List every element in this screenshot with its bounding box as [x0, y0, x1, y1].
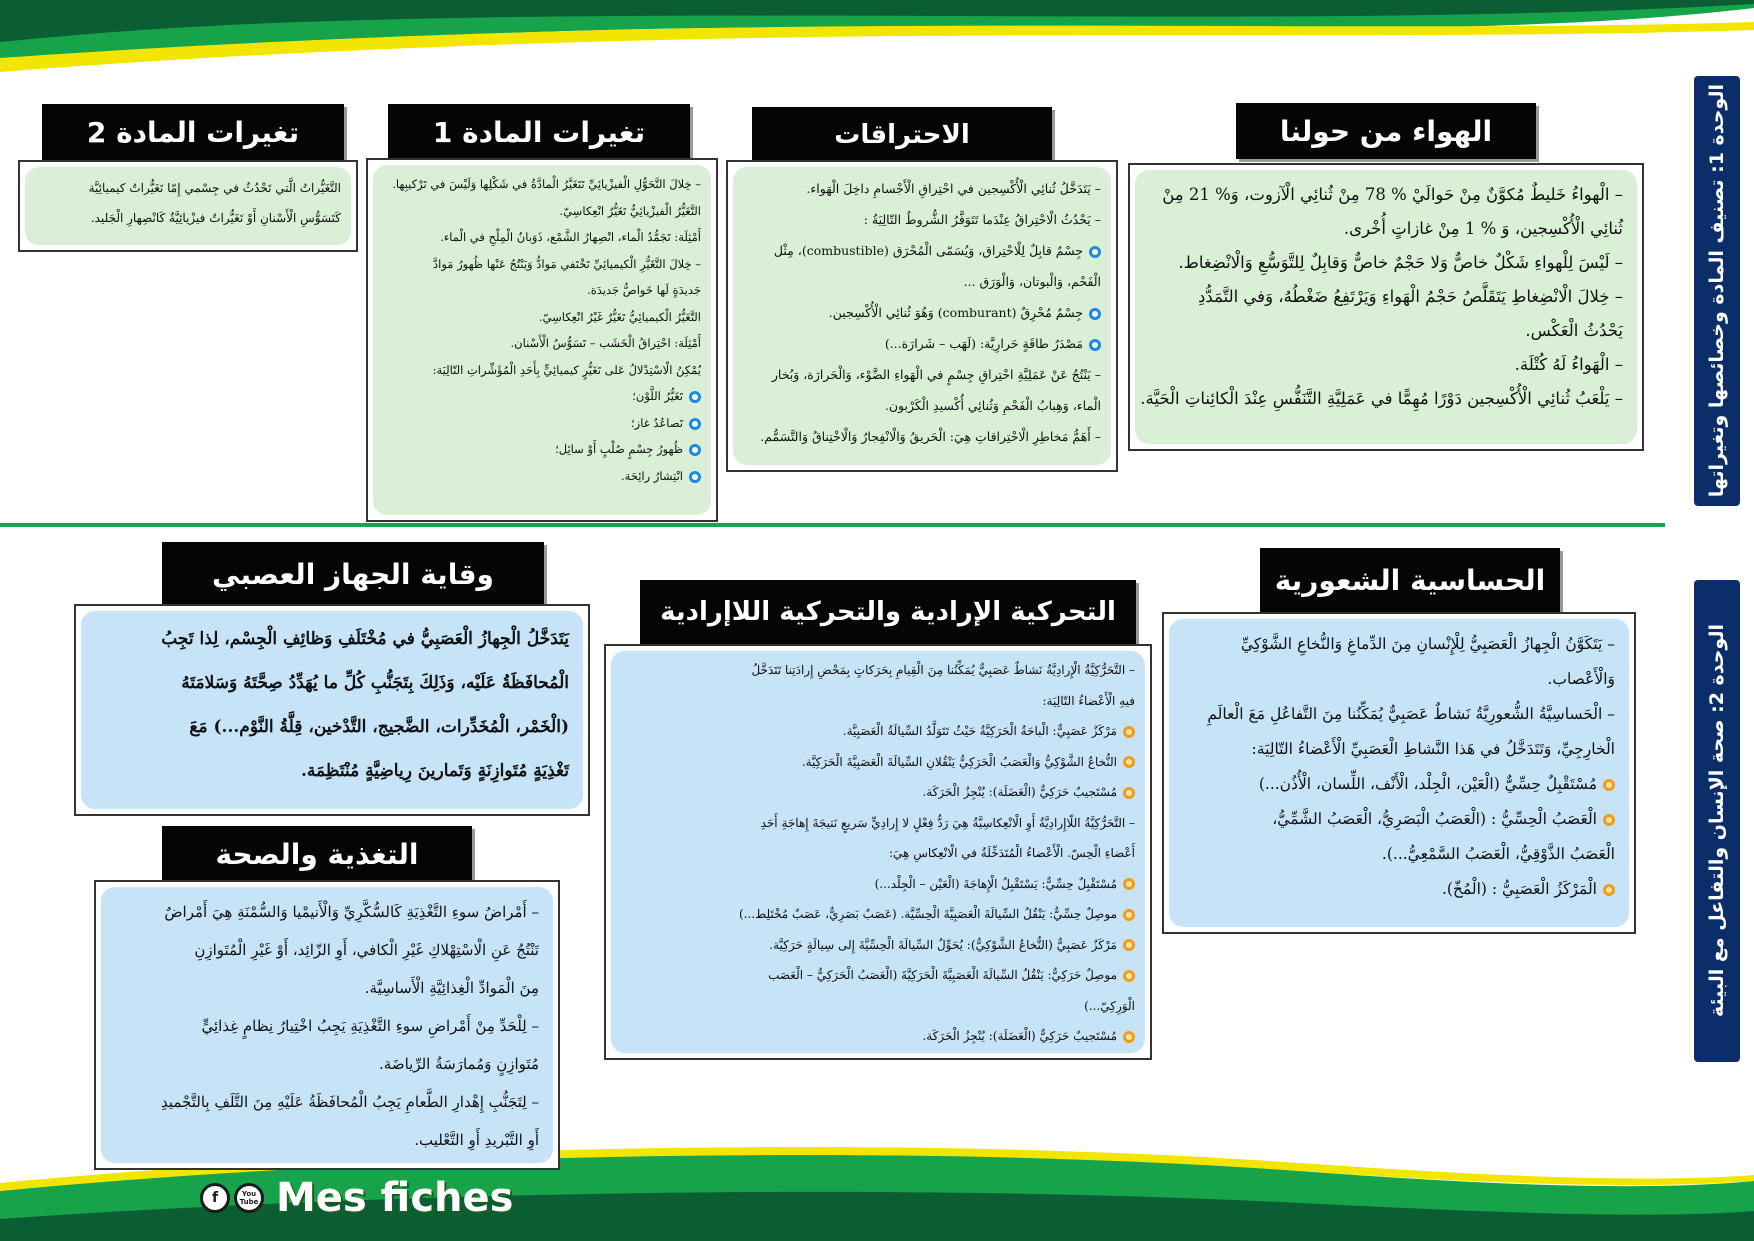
- sensory-card-body: [1169, 619, 1629, 927]
- blue-bullet-icon: [689, 444, 701, 456]
- sensory-title: الحساسية الشعورية: [1260, 548, 1560, 612]
- sensory-card: [1162, 612, 1636, 934]
- nervous-line: يَتَدَخَّلُ الْجِهازُ الْعَصَبِيُّ في مُخْتَلَفِ وَظائِفِ الْجِسْم، لِذا تَجِبُ: [161, 629, 569, 649]
- sensory-line: الْعَصَبُ الْحِسِّيُّ : (الْعَصَبُ الْبَصَرِيُّ، الْعَصَبُ الشَّمِّيُّ،: [1183, 802, 1615, 837]
- combustion-line: جِسْمٌ مُحْرِقٌ (comburant) وَهُوَ ثُنائِي الْأُكْسِجين.: [743, 297, 1101, 328]
- blue-bullet-icon: [689, 471, 701, 483]
- motor-line: مَرْكَزٌ عَصَبِيٌّ (النُّخاعُ الشَّوْكِيُّ): يُحَوِّلُ السِّيالَةَ الْحِسِّيَّةَ إِلى سِيالَةٍ حَرَكِيَّة.: [621, 930, 1135, 961]
- facebook-icon[interactable]: f: [200, 1183, 230, 1213]
- changes1-line: – خِلالَ التَّحَوُّلِ الْفيزْيائِيِّ تَتَغَيَّرُ الْمادَّةُ في شَكْلِها وَلَيْسَ في تَرْكيبِها.: [392, 177, 701, 191]
- motor-line: الْوَرِكِيّ...): [1084, 998, 1135, 1013]
- motor-line: أَعْضاءِ الْحِسّ. الْأَعْضاءُ الْمُتَدَخِّلَةُ في الْانْعِكاسِ هِيَ:: [889, 846, 1135, 860]
- changes1-line: – خِلالَ التَّغَيُّرِ الْكيميائِيِّ تَخْتَفي مَوادُّ وَيَنْتُجُ عَنْها ظُهورُ مَوادَّ: [433, 256, 701, 271]
- combustion-line: مَصْدَرُ طاقَةٍ حَرارِيَّة: (لَهَب – شَرارَة...): [743, 328, 1101, 359]
- changes1-line: جَديدَةٍ لَها خَواصُّ جَديدَة.: [587, 283, 701, 297]
- nutrition-line: – لِتَجَنُّبِ إِهْدارِ الطَّعامِ يَجِبُ الْمُحافَظَةُ عَلَيْهِ مِنَ التَّلَفِ بِالتَّجْميدِ: [160, 1093, 539, 1111]
- sensory-line: الْخارِجِيِّ، وَتَتَدَخَّلُ في هَذا النَّشاطِ الْعَصَبِيِّ الْأَعْضاءُ التّالِيَة:: [1251, 740, 1615, 758]
- sensory-line: الْمَرْكَزُ الْعَصَبِيُّ : (الْمُخّ).: [1183, 872, 1615, 907]
- sensory-line: – الْحَساسِيَّةُ الشُّعورِيَّةُ نَشاطٌ عَصَبِيٌّ يُمَكِّنُنا مِنَ التَّفاعُلِ مَعَ الْعالَمِ: [1207, 705, 1615, 723]
- motor-line: مَرْكَزٌ عَصَبِيٌّ: الْباحَةُ الْحَرَكِيَّةُ حَيْثُ تَتَوَلَّدُ السِّيالَةُ الْعَصَبِيَّة.: [621, 716, 1135, 747]
- footer-logo: [200, 1175, 513, 1221]
- combustion-line: – يَحْدُثُ الْاحْتِراقُ عِنْدَما تَتَوَفَّرُ الشُّروطُ التّالِيَةُ :: [863, 212, 1101, 227]
- orange-bullet-icon: [1123, 970, 1135, 982]
- changes1-line: انْتِشارُ رائِحَة.: [383, 463, 701, 490]
- motor-card-body: [611, 651, 1145, 1053]
- changes1-line: تَصاعُدُ غاز؛: [383, 410, 701, 437]
- changes2-title: تغيرات المادة 2: [42, 104, 344, 160]
- motor-line: موصِلٌ حِسِّيٌّ: يَنْقُلُ السِّيالَةَ الْعَصَبِيَّةَ الْحِسِّيَّة. (عَصَبٌ بَصَرِيٌّ، عَصَبٌ مُخْتَلِط...): [621, 899, 1135, 930]
- nervous-title: وقاية الجهاز العصبي: [162, 542, 544, 606]
- nutrition-line: – لِلْحَدِّ مِنْ أَمْراضِ سوءِ التَّغْذِيَةِ يَجِبُ اخْتِيارُ نِظامٍ غِذائِيٍّ: [201, 1017, 539, 1035]
- sensory-line: وَالْأَعْصاب.: [1547, 670, 1615, 688]
- changes2-card-body: [25, 167, 351, 245]
- combustion-line: – يَتَدَخَّلُ ثُنائِي الْأُكْسِجين في احْتِراقِ الْأَجْسامِ داخِلَ الْهَواء.: [806, 181, 1101, 196]
- changes2-card: [18, 160, 358, 252]
- motor-line: – التَّحَرُّكِيَّةُ الْإِرادِيَّةُ نَشاطٌ عَصَبِيٌّ يُمَكِّنُنا مِنَ الْقِيامِ بِحَرَكاتٍ بِمَحْضِ إِرادَتِنا تَتَدَخَّلُ: [751, 663, 1135, 677]
- sensory-line: – يَتَكَوَّنُ الْجِهازُ الْعَصَبِيُّ لِلْإِنْسانِ مِنَ الدِّماغِ وَالنُّخاعِ الشَّوْكِيِّ: [1240, 635, 1615, 653]
- orange-bullet-icon: [1123, 787, 1135, 799]
- air-line: – لَيْسَ لِلْهواءِ شَكْلٌ خاصٌّ وَلا حَجْمٌ خاصٌّ وَقابِلٌ لِلتَّوَسُّعِ وَالْانْضِغاط.: [1178, 253, 1623, 272]
- orange-bullet-icon: [1123, 939, 1135, 951]
- changes1-line: ظُهورُ جِسْمٍ صُلْبٍ أَوْ سائِل؛: [383, 436, 701, 463]
- sensory-line: مُسْتَقْبِلٌ حِسِّيٌّ (الْعَيْن، الْجِلْد، الْأَنْف، اللِّسان، الْأُذُن...): [1183, 767, 1615, 802]
- nutrition-line: مُتَوازِنٍ وَمُمارَسَةُ الرِّياضَة.: [379, 1055, 539, 1073]
- combustion-line: الْماء، وَهِبابُ الْفَحْمِ وَثُنائِي أُكْسيدِ الْكَرْبون.: [884, 398, 1101, 413]
- air-card: [1128, 163, 1644, 451]
- motor-line: النُّخاعُ الشَّوْكِيُّ وَالْعَصَبُ الْحَرَكِيُّ يَنْقُلانِ السِّيالَةَ الْعَصَبِيَّةَ الْحَرَكِيَّة.: [621, 747, 1135, 778]
- unit1-side-band: [1694, 76, 1740, 506]
- combustion-card: [726, 160, 1118, 472]
- air-line: يَحْدُثُ الْعَكْس.: [1525, 321, 1623, 340]
- air-line: – خِلالَ الْانْضِغاطِ يَتَقَلَّصُ حَجْمُ الْهَواءِ وَيَرْتَفِعُ ضَغْطُهُ، وَفي التَّمَدُّدِ: [1198, 287, 1623, 306]
- combustion-line: – أَهَمُّ مَخاطِرِ الْاحْتِراقاتِ هِيَ: الْحَريقُ وَالْانْفِجارُ وَالْاخْتِناقُ وَالتَّسَمُّم.: [760, 429, 1101, 444]
- motor-title: التحركية الإرادية والتحركية اللاإرادية: [640, 580, 1136, 644]
- combustion-line: جِسْمٌ قابِلٌ لِلْاحْتِراق، وَيُسَمّى الْمُحْرَق (combustible)، مِثْل: [743, 235, 1101, 266]
- nutrition-line: تَنْتُجُ عَنِ الْاسْتِهْلاكِ غَيْرِ الْكافي، أَوِ الزّائِد، أَوْ غَيْرِ الْمُتَوازِنِ: [194, 941, 539, 959]
- air-title: الهواء من حولنا: [1236, 103, 1536, 159]
- orange-bullet-icon: [1603, 814, 1615, 826]
- combustion-line: الْفَحْم، وَالْبوتان، وَالْوَرَق ...: [963, 274, 1101, 289]
- blue-bullet-icon: [1089, 246, 1101, 258]
- motor-line: موصِلٌ حَرَكِيٌّ: يَنْقُلُ السِّيالَةَ الْعَصَبِيَّةَ الْحَرَكِيَّةَ (الْعَصَبُ الْحَرَكِيُّ – الْعَصَب: [621, 960, 1135, 991]
- motor-line: مُسْتَقْبِلٌ حِسِّيٌّ: يَسْتَقْبِلُ الْإِهاجَةَ (الْعَيْن – الْجِلْد...): [621, 869, 1135, 900]
- nervous-line: تَغْذِيَةٍ مُتَوازِنَةٍ وَتَمارينَ رِياضِيَّةٍ مُنْتَظِمَة.: [301, 761, 569, 781]
- brand-name: Mes fiches: [276, 1175, 514, 1221]
- nutrition-line: أَوِ التَّبْريدِ أَوِ التَّعْليب.: [414, 1131, 539, 1149]
- unit2-side-band: [1694, 580, 1740, 1062]
- orange-bullet-icon: [1123, 1031, 1135, 1043]
- blue-bullet-icon: [1089, 308, 1101, 320]
- nervous-card-body: [81, 611, 583, 809]
- unit2-label: الوحدة 2: صحة الإنسان والتفاعل مع البيئة: [1706, 624, 1728, 1018]
- nutrition-line: – أَمْراضُ سوءِ التَّغْذِيَةِ كَالسُّكَّرِيِّ وَالْأَنيمْيا وَالسُّمْنَةِ هِيَ أَمْراضٌ: [164, 903, 539, 921]
- nervous-line: (الْخَمْر، الْمُخَدِّرات، الضَّجيج، التَّدْخين، قِلَّةُ النَّوْم...) مَعَ: [189, 717, 569, 737]
- nutrition-card-body: [101, 887, 553, 1163]
- motor-card: [604, 644, 1152, 1060]
- air-line: – الْهواءُ خَليطٌ مُكوَّنٌ مِنْ حَوالَيْ % 78 مِنْ ثُنائِي الْآزوت، وَ% 21 مِنْ: [1162, 185, 1623, 204]
- nutrition-line: مِنَ الْمَوادِّ الْغِذائِيَّةِ الْأَساسِيَّة.: [364, 979, 539, 997]
- changes1-line: أَمْثِلَة: احْتِراقُ الْخَشَب – تَسَوُّسُ الْأَسْنان.: [510, 336, 701, 350]
- air-line: – الْهَواءُ لَهُ كُتْلَة.: [1514, 355, 1623, 374]
- motor-line: فيهِ الْأَعْضاءُ التّالِيَة:: [1042, 693, 1135, 708]
- orange-bullet-icon: [1123, 878, 1135, 890]
- motor-line: مُسْتَجيبٌ حَرَكِيٌّ (الْعَضَلَة): يُنْجِزُ الْحَرَكَة.: [621, 1021, 1135, 1052]
- changes2-line: كَتَسَوُّسِ الْأَسْنانِ أَوْ تَغَيُّراتٌ فيزْيائِيَّةٌ كَانْصِهارِ الْجَليد.: [90, 211, 341, 225]
- nervous-line: الْمُحافَظَةُ عَلَيْه، وَذَلِكَ بِتَجَنُّبِ كُلِّ ما يُهَدِّدُ صِحَّتَهُ وَسَلامَتَهُ: [181, 673, 569, 693]
- motor-line: – التَّحَرُّكِيَّةُ اللّاإِرادِيَّةُ أَوِ الْانْعِكاسِيَّةُ هِيَ رَدُّ فِعْلٍ لا إِرادِيٍّ سَريعٍ نَتيجَةَ إِهاجَةِ أَحَدِ: [760, 815, 1135, 830]
- motor-line: مُسْتَجيبٌ حَرَكِيٌّ (الْعَضَلَة): يُنْجِزُ الْحَرَكَة.: [621, 777, 1135, 808]
- air-line: ثُنائِي الْأُكْسِجين، وَ % 1 مِنْ غازاتٍ أُخْرى.: [1343, 219, 1623, 238]
- nutrition-card: [94, 880, 560, 1170]
- orange-bullet-icon: [1603, 884, 1615, 896]
- changes1-line: أَمْثِلَة: تَجَمُّدُ الْماء، انْصِهارُ الشَّمْع، ذَوَبانُ الْمِلْحِ في الْماء.: [440, 230, 701, 244]
- air-card-body: [1135, 170, 1637, 444]
- changes2-line: التَّغَيُّراتُ الَّتي تَحْدُثُ في جِسْمي إِمّا تَغَيُّراتٌ كيميائِيَّة: [88, 181, 341, 195]
- changes1-line: التَّغَيُّرُ الْكيميائِيُّ تَغَيُّرٌ غَيْرُ انْعِكاسِيّ.: [538, 309, 701, 324]
- combustion-title: الاحتراقات: [752, 107, 1052, 163]
- blue-bullet-icon: [689, 418, 701, 430]
- changes1-line: تَغَيُّرُ اللَّوْن؛: [383, 383, 701, 410]
- section-divider: [0, 523, 1665, 527]
- changes1-card: [366, 158, 718, 522]
- changes1-line: التَّغَيُّرُ الْفيزْيائِيُّ تَغَيُّرٌ انْعِكاسِيّ.: [559, 203, 701, 218]
- orange-bullet-icon: [1123, 726, 1135, 738]
- nervous-card: [74, 604, 590, 816]
- nutrition-title: التغذية والصحة: [162, 826, 472, 882]
- orange-bullet-icon: [1123, 909, 1135, 921]
- changes1-title: تغيرات المادة 1: [388, 104, 690, 160]
- changes1-card-body: [373, 165, 711, 515]
- combustion-card-body: [733, 167, 1111, 465]
- blue-bullet-icon: [689, 391, 701, 403]
- top-wave-decoration: [0, 0, 1754, 90]
- sensory-line: الْعَصَبُ الذَّوْقِيُّ، الْعَصَبُ السَّمْعِيُّ...).: [1381, 845, 1615, 863]
- changes1-line: يُمْكِنُ الْاسْتِدْلالُ عَلى تَغَيُّرٍ كيميائِيٍّ بِأَحَدِ الْمُؤَشِّراتِ التّالِيَة:: [432, 362, 701, 377]
- blue-bullet-icon: [1089, 339, 1101, 351]
- orange-bullet-icon: [1123, 756, 1135, 768]
- youtube-icon[interactable]: You Tube: [234, 1183, 264, 1213]
- air-line: – يَلْعَبُ ثُنائِي الْأُكْسِجين دَوْرًا مُهِمًّا في عَمَلِيَّةِ التَّنَفُّسِ عِنْدَ الْكائِناتِ الْحَيَّة.: [1140, 389, 1623, 408]
- unit1-label: الوحدة 1: تصنيف المادة وخصائصها وتغيراتها: [1706, 84, 1728, 498]
- combustion-line: – يَنْتُجُ عَنْ عَمَلِيَّةِ احْتِراقِ جِسْمٍ في الْهَواءِ الضَّوْء، وَالْحَرارَة، وَبُخار: [771, 367, 1101, 382]
- orange-bullet-icon: [1603, 779, 1615, 791]
